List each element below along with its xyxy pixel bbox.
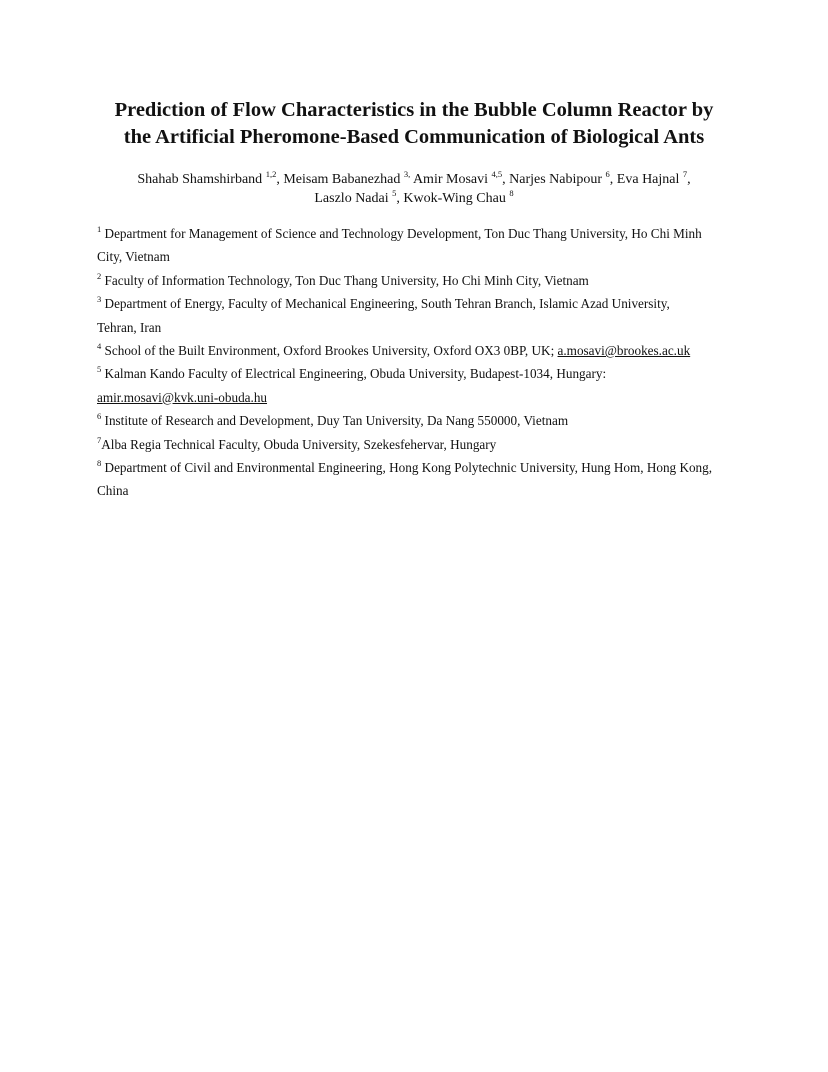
author-affiliation-sup: 3, <box>403 169 411 179</box>
email-link[interactable]: a.mosavi@brookes.ac.uk <box>557 343 691 359</box>
author-affiliation-sup: 1,2 <box>265 169 277 179</box>
affiliation-text-continued: Tehran, Iran <box>97 319 162 335</box>
title-line-2: the Artificial Pheromone-Based Communication of Biological Ants <box>123 126 705 148</box>
affiliation-text: Alba Regia Technical Faculty, Obuda University, Szekesfehervar, Hungary <box>101 436 497 452</box>
affiliation-text: Institute of Research and Development, Duy Tan University, Da Nang 550000, Vietnam <box>104 413 569 429</box>
affiliation-item <box>97 362 737 409</box>
affiliation-item <box>97 433 737 456</box>
affiliation-text: Kalman Kando Faculty of Electrical Engineering, Obuda University, Budapest-1034, Hungary: <box>104 366 607 382</box>
affiliation-text: School of the Built Environment, Oxford Brookes University, Oxford OX3 0BP, UK; <box>104 343 555 359</box>
author-list: Shahab Shamshirband $^{1,2}$, Meisam Babanezhad $^{3,}$ Amir Mosavi $^{4,5}$, Narjes Nabipour $^6$, Eva Hajnal $^7$, Laszlo Nadai $^5$, Kwok-Wing Chau $^8$ <box>137 169 691 206</box>
author-affiliation-sup: 5 <box>392 188 397 198</box>
author-name: Amir Mosavi <box>412 172 488 187</box>
affiliation-text-continued: City, Vietnam <box>97 249 170 265</box>
author-name: Eva Hajnal <box>616 172 680 187</box>
affiliation-item <box>97 409 737 432</box>
author-affiliation-sup: 4,5 <box>491 169 503 179</box>
affiliation-text-continued: China <box>97 483 129 499</box>
affiliation-item <box>97 269 737 292</box>
affiliation-list <box>97 222 737 503</box>
affiliation-number: 7 <box>97 434 102 445</box>
affiliation-text: Department for Management of Science and Technology Development, Ton Duc Thang University, Ho Chi Minh <box>104 226 702 241</box>
affiliation-number: 8 <box>97 458 102 469</box>
author-affiliation-sup: 8 <box>509 188 514 198</box>
paper-title <box>60 97 768 151</box>
affiliation-text: Department of Civil and Environmental Engineering, Hong Kong Polytechnic University, Hung Hom, Hong Kong, <box>104 460 713 476</box>
title-line-1: Prediction of Flow Characteristics in the Bubble Column Reactor by <box>114 99 714 121</box>
affiliation-text: Department of Energy, Faculty of Mechanical Engineering, South Tehran Branch, Islamic Azad University, <box>104 296 670 312</box>
affiliation-number: 1 <box>97 224 102 234</box>
affiliation-number: 6 <box>97 411 102 422</box>
author-name: Meisam Babanezhad <box>283 172 401 187</box>
affiliation-number: 4 <box>97 341 102 352</box>
affiliation-text: Faculty of Information Technology, Ton Duc Thang University, Ho Chi Minh City, Vietnam <box>104 272 589 288</box>
author-name: Laszlo Nadai <box>314 191 389 206</box>
affiliation-number: 3 <box>97 294 102 305</box>
affiliation-number: 2 <box>97 270 102 281</box>
author-name: Narjes Nabipour <box>509 172 603 187</box>
author-affiliation-sup: 6 <box>605 169 610 179</box>
affiliation-number: 5 <box>97 364 102 375</box>
affiliation-item <box>97 339 737 362</box>
author-name: Kwok-Wing Chau <box>403 191 506 206</box>
author-name: Shahab Shamshirband <box>137 172 263 187</box>
affiliation-item <box>97 222 737 269</box>
email-link[interactable]: amir.mosavi@kvk.uni-obuda.hu <box>97 389 268 405</box>
author-affiliation-sup: 7 <box>682 169 688 179</box>
affiliation-item <box>97 456 737 503</box>
affiliation-item <box>97 292 737 339</box>
